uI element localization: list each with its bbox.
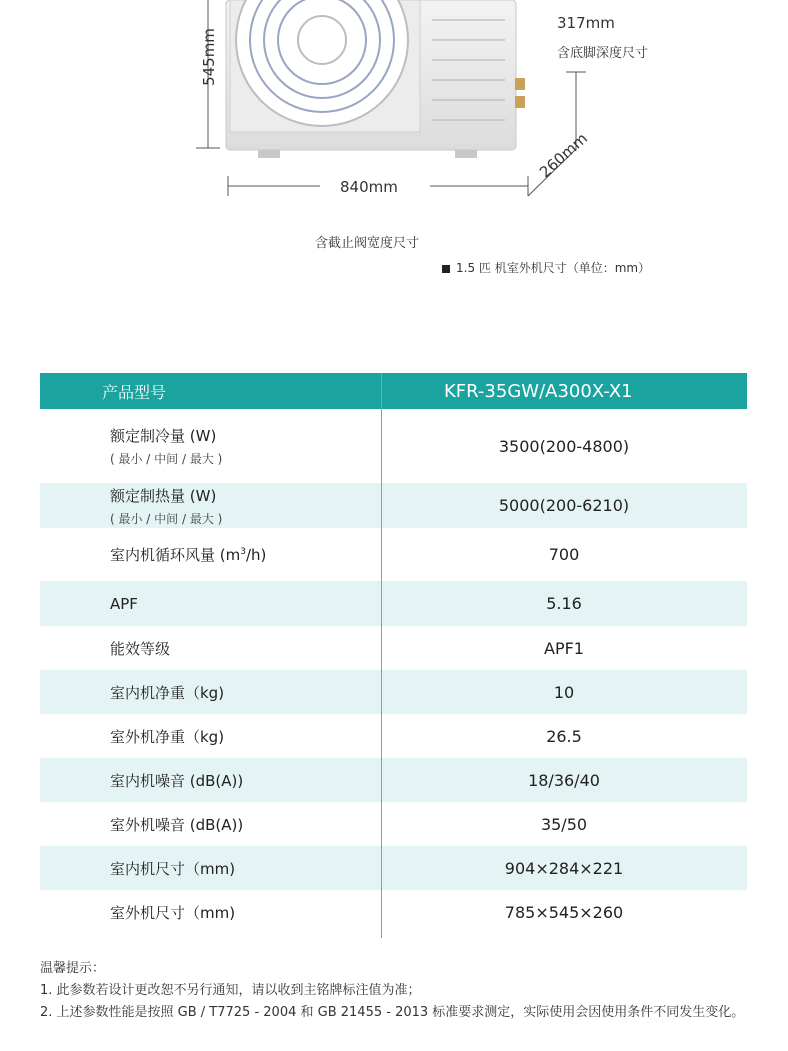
row-value: 904×284×221 — [504, 858, 624, 878]
row-label: 额定制热量 (W) — [110, 486, 217, 505]
table-row — [40, 758, 747, 802]
row-value: 26.5 — [546, 726, 582, 746]
valve-width-note: 含截止阀宽度尺寸 — [315, 236, 420, 251]
table-row — [40, 670, 747, 714]
height-dimension-label: 545mm — [199, 28, 218, 86]
diagram-legend-text: 1.5 匹 机室外机尺寸（单位：mm） — [456, 261, 651, 275]
row-label: 额定制冷量 (W) — [110, 427, 217, 445]
row-value: 3500(200-4800) — [498, 436, 630, 456]
row-label: 室内机尺寸（mm) — [110, 859, 236, 878]
row-label: 室外机噪音 (dB(A)) — [110, 815, 244, 834]
row-label: 室外机尺寸（mm) — [110, 903, 236, 922]
legend-square-icon — [442, 265, 450, 273]
table-row — [40, 483, 747, 528]
row-value: 18/36/40 — [528, 770, 600, 790]
table-row — [40, 802, 747, 846]
notes-title: 温馨提示： — [40, 961, 106, 976]
row-label: 能效等级 — [110, 639, 171, 658]
table-row — [40, 581, 747, 626]
row-label — [110, 544, 381, 565]
row-value: 35/50 — [540, 814, 588, 834]
table-row — [40, 846, 747, 890]
table-row — [40, 890, 747, 934]
table-row — [40, 409, 747, 483]
notes-section — [40, 958, 755, 1024]
row-sub-label: ( 最小 / 中间 / 最大 ) — [110, 511, 223, 526]
row-value: 785×545×260 — [504, 902, 624, 922]
table-header-row — [40, 373, 747, 409]
row-value: 700 — [548, 545, 580, 564]
spec-table — [40, 373, 747, 934]
table-row — [40, 528, 747, 581]
diagram-legend — [442, 259, 650, 276]
header-model-value: KFR-35GW/A300X-X1 — [444, 380, 633, 402]
notes-line-1: 1. 此参数若设计更改恕不另行通知，请以收到主铭牌标注值为准； — [40, 983, 421, 998]
row-label: 室外机净重（kg) — [110, 727, 225, 746]
table-row — [40, 714, 747, 758]
row-label-superscript: 3 — [240, 547, 246, 557]
outdoor-unit-dimension-diagram — [0, 0, 788, 290]
depth-dimension-label: 317mm — [557, 14, 615, 32]
depth-dimension-note: 含底脚深度尺寸 — [557, 46, 649, 61]
row-label: 室内机净重（kg) — [110, 683, 225, 702]
row-label: APF — [110, 594, 138, 613]
width-dimension-label: 840mm — [340, 178, 398, 196]
table-row — [40, 626, 747, 670]
row-value: APF1 — [544, 638, 584, 658]
row-label-tail: /h) — [245, 546, 267, 564]
header-label: 产品型号 — [102, 382, 167, 402]
side-dimension-label: 260mm — [536, 129, 592, 182]
row-value: 5.16 — [546, 594, 582, 613]
notes-line-2: 2. 上述参数性能是按照 GB / T7725 - 2004 和 GB 21455 - 2013 标准要求测定，实际使用会因使用条件不同发生变化。 — [40, 1005, 745, 1020]
row-sub-label: ( 最小 / 中间 / 最大 ) — [110, 452, 223, 466]
column-divider — [381, 373, 382, 938]
row-value: 10 — [553, 682, 575, 702]
row-label-text: 室内机循环风量 (m — [110, 546, 241, 564]
row-label: 室内机噪音 (dB(A)) — [110, 771, 244, 790]
row-value: 5000(200-6210) — [498, 496, 630, 515]
